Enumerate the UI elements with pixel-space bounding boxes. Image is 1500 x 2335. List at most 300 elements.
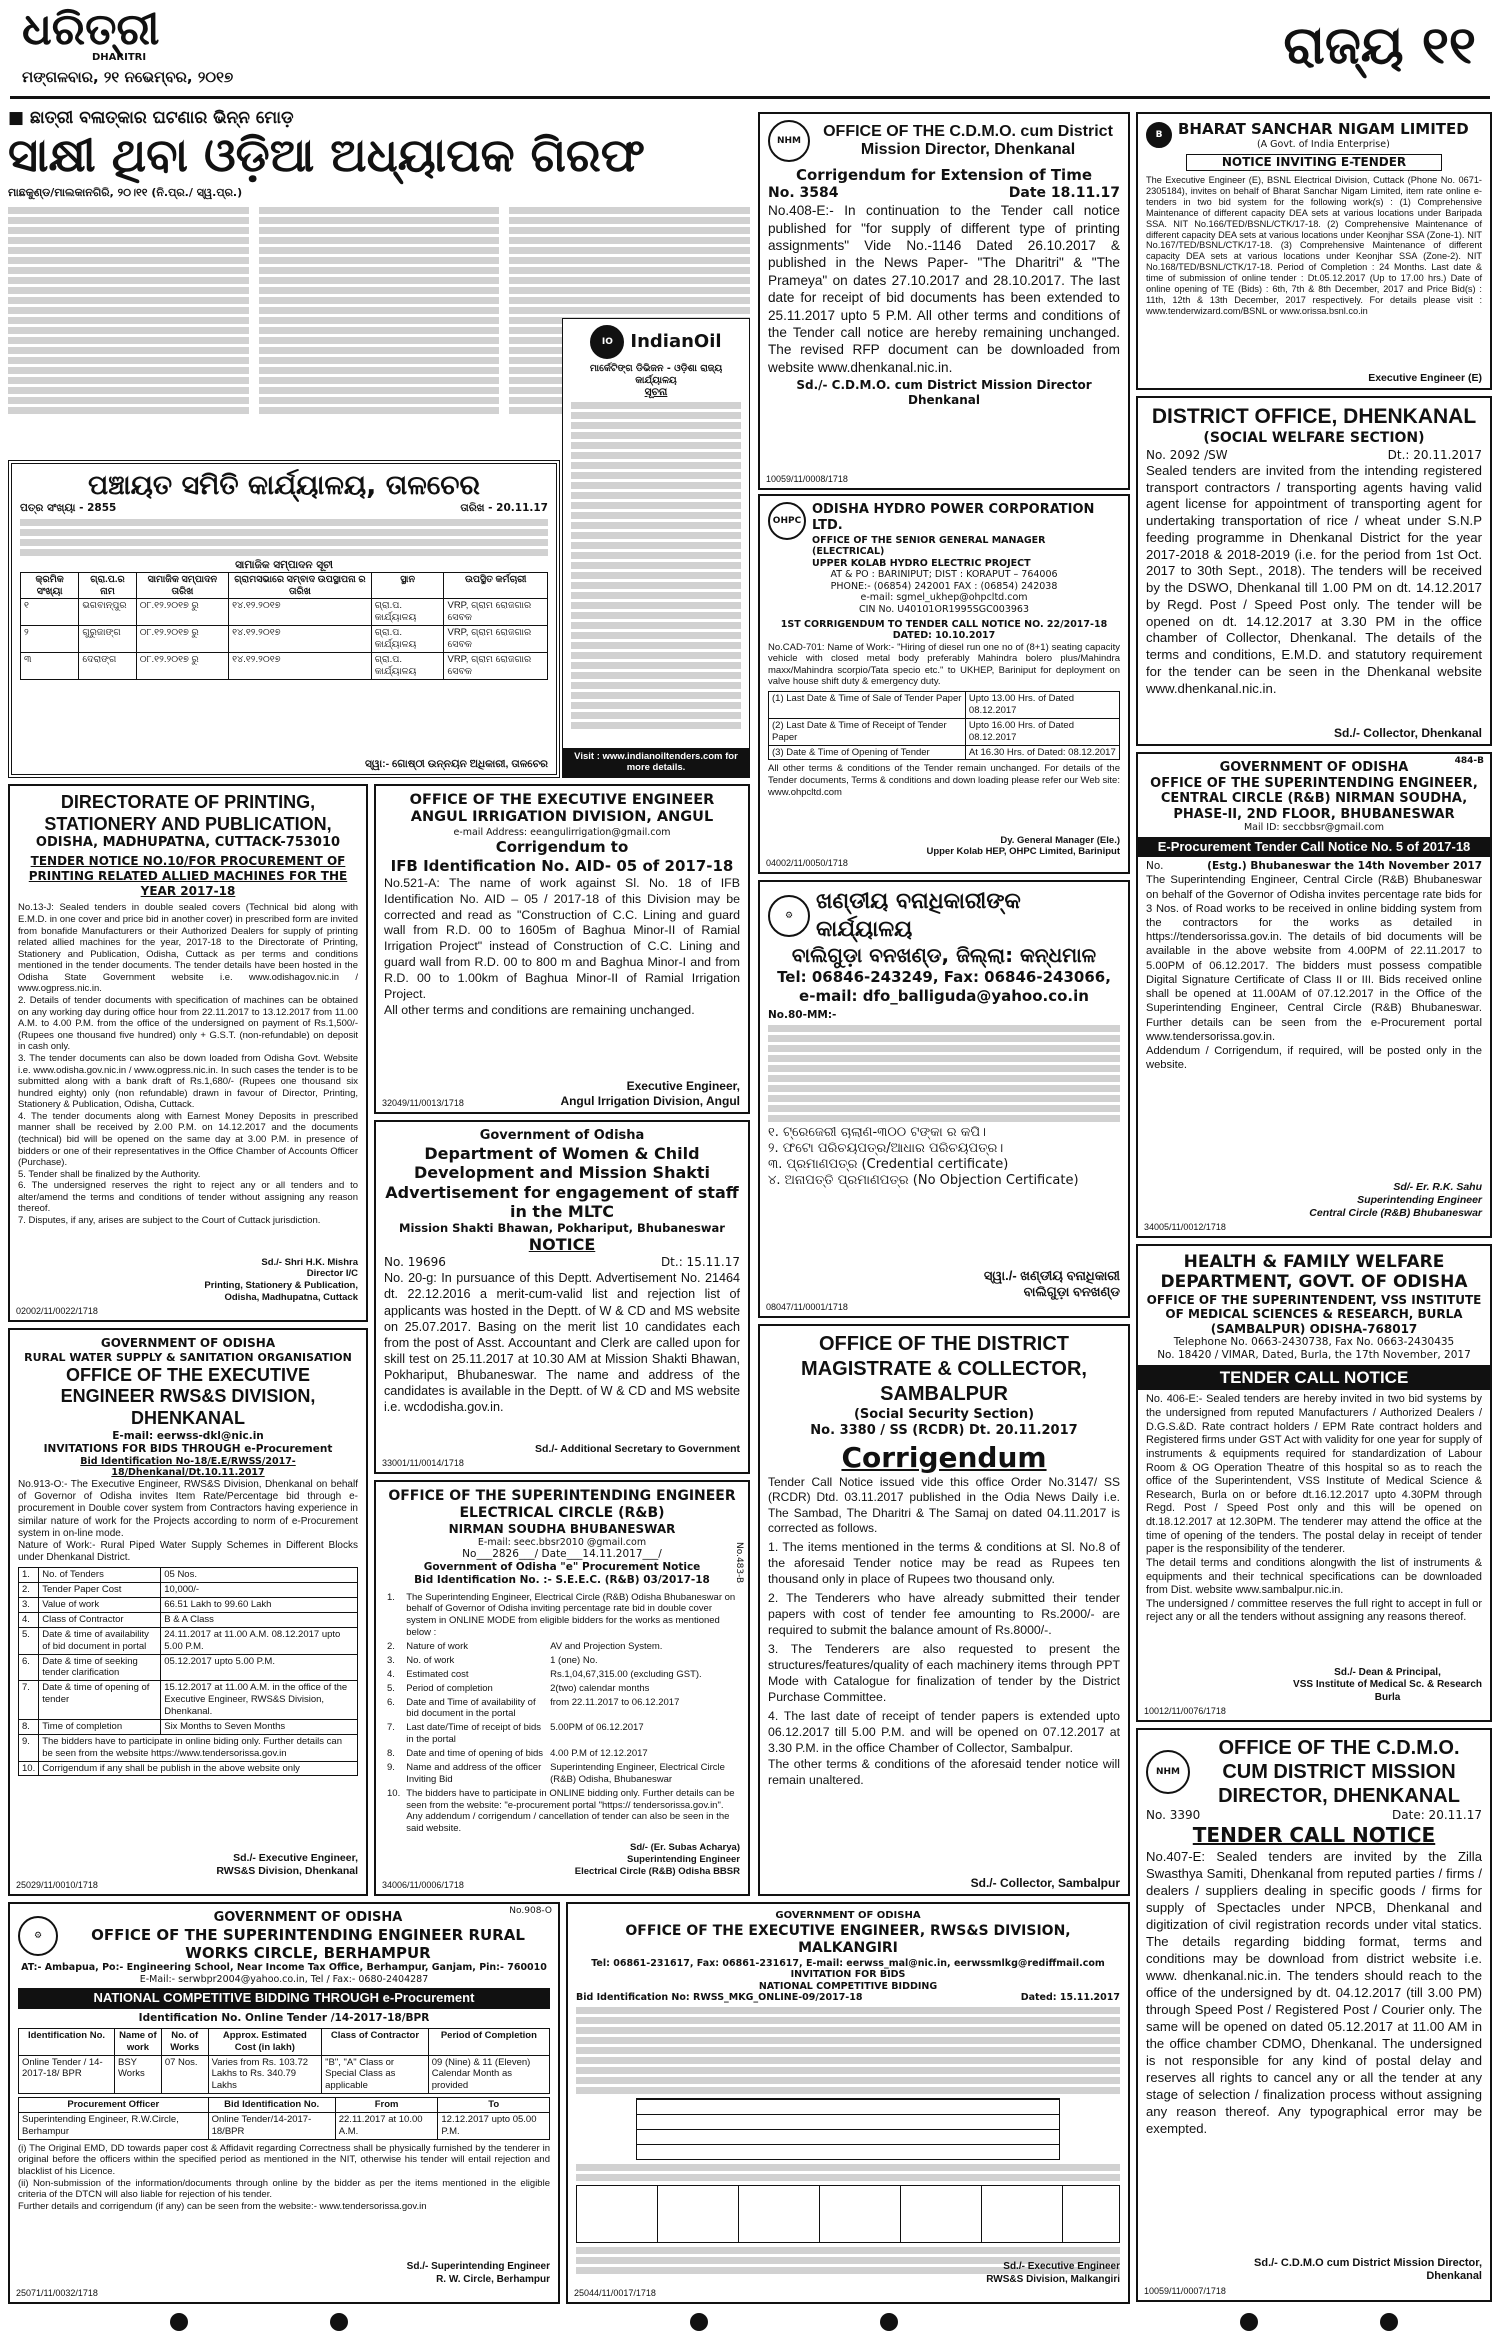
berh-notes: (i) The Original EMD, DD towards paper cost & Affidavit regarding Correctness shall be physically furnished by the tenderer in original before the officers within the specified period as mentioned in the NIT, otherwise his tender will entail rejection and blacklist of his Licence. (ii) Non-submission of the information/documents through online by the bidder as per the items mentioned in the eligible criteria of the DTCN will also liable for rejection of his tender. Further details and corrigendum (if any) can be seen from the website:- www.tendersorissa.gov.in xyxy=(18,2142,550,2212)
panchayat-title: ପଞ୍ଚାୟତ ସମିତି କାର୍ଯ୍ୟାଳୟ, ତାଳଚେର xyxy=(88,470,480,501)
ohpc-addr: AT & PO : BARINIPUT; DIST : KORAPUT – 764006 xyxy=(830,569,1058,581)
cell: 2. xyxy=(387,1641,395,1653)
cdmo2-body: No.407-E: Sealed tenders are invited by the Zilla Swasthya Samiti, Dhenkanal from reputed parties / firms / dealers / suppliers dealing in specific goods / firms for supply of Spectacles under NPCB, Dhenkanal and digitization of civil registration records under vital statics. The details regarding bidding format, terms and conditions may be download from district website i.e. www. dhenkanal.nic.in. The tenders should reach to the office of the undersigned by dt. 04.12.2017 (till 3.00 PM) through Speed Post / Registered Post / Courier only. The same will be opened on dated 05.12.2017 at 11.00 AM in the office chamber CDMO, Dhenkanal. The undersigned is not responsible for any kind of postal delay and reserves all rights to cancel any or all the tender at any stage of selection / finalization process without assigning any reason thereof. Any typographical error may be exempted. xyxy=(1146,1849,1482,2137)
cell: 09 (Nine) & 11 (Eleven) Calendar Month as provided xyxy=(428,2055,549,2094)
cell: Period of completion xyxy=(406,1682,493,1694)
story-column xyxy=(8,204,249,417)
nhm-emblem-icon: NHM xyxy=(1146,1750,1190,1794)
indianoil-title: ମାର୍କେଟିଙ୍ଗ ଡିଭିଜନ - ଓଡ଼ିଶା ରାଜ୍ୟ କାର୍ଯ୍ୟାଳୟ xyxy=(589,363,723,386)
wcd-title: Government of Odisha xyxy=(479,1128,645,1143)
table-row xyxy=(19,2055,550,2094)
cell: 8. xyxy=(387,1748,395,1760)
cell: ୩ xyxy=(21,652,79,679)
do-sub: (SOCIAL WELFARE SECTION) xyxy=(1203,430,1425,447)
cdmo2-ref: 10059/11/0007/1718 xyxy=(1144,2285,1226,2296)
cell: Date & time of seeking tender clarification xyxy=(39,1654,161,1681)
ohpc-office: OFFICE OF THE SENIOR GENERAL MANAGER (ELECTRICAL) xyxy=(812,534,1046,558)
table-header: From xyxy=(335,2098,438,2113)
ohpc-project: UPPER KOLAB HYDRO ELECTRIC PROJECT xyxy=(812,557,1031,569)
cdmo2-no: No. 3390 xyxy=(1146,1808,1201,1822)
cdmo-no-row xyxy=(768,185,1120,203)
malkangiri-notice xyxy=(566,1902,1130,2304)
malk-date: Dated: 15.11.2017 xyxy=(1020,1992,1120,2004)
ohpc-email: e-mail: sgmel_ukhep@ohpcltd.com xyxy=(860,592,1028,604)
berh-bar: NATIONAL COMPETITIVE BIDDING THROUGH e-Procurement xyxy=(18,1988,550,2008)
printing-addr: ODISHA, MADHUPATNA, CUTTACK-753010 xyxy=(35,835,341,851)
ohpc-header xyxy=(768,502,1120,569)
masthead xyxy=(0,0,1500,120)
printing-point: 7. Disputes, if any, arises are subject to the Court of Cuttack jurisdiction. xyxy=(18,1215,321,1227)
cell: AV and Projection System. xyxy=(550,1641,663,1653)
cdmo-header xyxy=(768,120,1120,162)
section-title xyxy=(1283,16,1476,76)
cdmo2-date: Date: 20.11.17 xyxy=(1392,1808,1482,1822)
cell: ଗୁରୁଜାଙ୍ଗ xyxy=(79,626,136,653)
cell: B & A Class xyxy=(161,1612,358,1627)
cell: 3. xyxy=(19,1598,39,1613)
cell: 5. xyxy=(387,1682,395,1694)
wcd-notice: NOTICE xyxy=(528,1235,596,1255)
do-title: DISTRICT OFFICE, DHENKANAL xyxy=(1151,405,1477,428)
cdmo2-signature: Sd./- C.D.M.O cum District Mission Director, Dhenkanal xyxy=(1254,2256,1482,2283)
angul-title: OFFICE OF THE EXECUTIVE ENGINEER ANGUL IRRIGATION DIVISION, ANGUL xyxy=(409,792,715,826)
malk-body xyxy=(576,2007,1120,2094)
panchayat-date: ତାରିଖ - 20.11.17 xyxy=(460,502,548,515)
cell: VRP, ଗ୍ରାମ ରୋଜଗାର ସେବକ xyxy=(444,599,548,626)
cell: 07 Nos. xyxy=(161,2055,208,2094)
bsnl-notice-title: NOTICE INVITING E-TENDER xyxy=(1186,154,1442,171)
cell: Six Months to Seven Months xyxy=(161,1719,358,1734)
cell: 22.11.2017 at 10.00 A.M. xyxy=(335,2113,438,2140)
cell: Last date/Time of receipt of bids in the portal xyxy=(406,1722,542,1746)
cell: 4. xyxy=(387,1668,395,1680)
se-sub: Government of Odisha "e" Procurement Notice Bid Identification No. :- S.E.E.C. (R&B) 03/2017-18 xyxy=(414,1561,710,1587)
cell: 6. xyxy=(387,1696,395,1708)
printing-point: 2. Details of tender documents with specification of machines can be obtained on any working day during office hour from 22.11.2017 to 13.12.2017 from 11.00 A.M. to 4.00 P.M. from the office of the undersigned on payment of Rs.1,500/-(Rupees one thousand five hundred) only + G.S.T. (non-refundable) on deposit in cash only. xyxy=(18,995,358,1053)
cc-signature: Sd/- Er. R.K. Sahu Superintending Engineer Central Circle (R&B) Bhubaneswar xyxy=(1309,1180,1482,1219)
cdmo-body: No.408-E:- In continuation to the Tender call notice published for "for supply of different type of printing assignments" Vide No.-1146 Dated 26.10.2017 & published in the News Paper- "The Dharitri" & "The Prameya" on dates 27.10.2017 and 28.10.2017. The last date for receipt of bid documents has been extended to 25.11.2017 upto 5 P.M. All other terms and conditions of the Tender call notice are hereby remaining unchanged. The revised RFP document can be downloaded from website www.dhenkanal.nic.in. xyxy=(768,203,1120,375)
ohpc-ref: 04002/11/0050/1718 xyxy=(766,857,848,868)
table-row xyxy=(384,1640,740,1654)
story-column xyxy=(259,204,500,417)
table-row xyxy=(384,1682,740,1696)
cell: ୦୮.୧୨.୨୦୧୭ ରୁ xyxy=(136,599,228,626)
printing-ref: 02002/11/0022/1718 xyxy=(16,1305,98,1316)
cell: ୦୮.୧୨.୨୦୧୭ ରୁ xyxy=(136,626,228,653)
cell: ୧୪.୧୨.୨୦୧୭ xyxy=(229,626,372,653)
cell: Rs.1,04,67,315.00 (excluding GST). xyxy=(550,1668,702,1680)
cell: 9. xyxy=(387,1761,395,1773)
printing-point: 3. The tender documents can also be down loaded from Odisha Govt. Website i.e. www.odisha.gov.nic.in / www.ogpress.nic.in. In such cases the tender is to be submitted along with a bank draft of Rs.1,680/- (Rupees one thousand six hundred eighty) only (non refundable) drawn in favour of Director, Printing, Stationery & Publication, Odisha, Cuttack. xyxy=(18,1052,358,1111)
table-row xyxy=(21,626,548,653)
se-title: OFFICE OF THE SUPERINTENDING ENGINEER ELECTRICAL CIRCLE (R&B) xyxy=(388,1488,736,1521)
indianoil-footer: Visit : www.indianoiltenders.com for more details. xyxy=(563,748,749,777)
cdmo-no: No. 3584 xyxy=(768,184,839,201)
cdmo-signature: Sd./- C.D.M.O. cum District Mission Director Dhenkanal xyxy=(796,378,1092,408)
cell: ୧୪.୧୨.୨୦୧୭ xyxy=(229,652,372,679)
health-ref: 10012/11/0076/1718 xyxy=(1144,1705,1226,1716)
bsnl-logo-icon: B xyxy=(1146,122,1172,148)
malk-signature: Sd./- Executive Engineer RWS&S Division, Malkangiri xyxy=(986,2261,1120,2285)
cell: 5. xyxy=(19,1627,39,1654)
malk-bid-row xyxy=(576,1992,1120,2004)
cc-mail: Mail ID: seccbbsr@gmail.com xyxy=(1243,822,1384,834)
table-row xyxy=(384,1747,740,1761)
se-table xyxy=(384,1591,740,1837)
story-dateline: ମାଛକୁଣ୍ଡ/ମାଲକାନଗିରି, ୨୦।୧୧ (ନି.ପ୍ର./ ସ୍ୱ.ପ୍ର.) xyxy=(8,186,243,200)
cell: ୧୪.୧୨.୨୦୧୭ xyxy=(229,599,372,626)
table-header: ସାମାଜିକ ସମ୍ପାଦନ ତାରିଖ xyxy=(136,572,228,599)
table-header: To xyxy=(438,2098,550,2113)
cdmo-ref: 10059/11/0008/1718 xyxy=(766,473,848,484)
cell: 6. xyxy=(19,1654,39,1681)
cell: (1) Last Date & Time of Sale of Tender Paper xyxy=(769,692,966,719)
cdmo2-title: OFFICE OF THE C.D.M.O. CUM DISTRICT MISSION DIRECTOR, DHENKANAL xyxy=(1218,1737,1460,1807)
rwss-dhenkanal-notice xyxy=(8,1328,368,1896)
se-signature: Sd/- (Er. Subas Acharya) Superintending Engineer Electrical Circle (R&B) Odisha BBSR xyxy=(574,1842,740,1878)
cell: 05.12.2017 upto 5.00 P.M. xyxy=(161,1654,358,1681)
cell: 2. xyxy=(19,1583,39,1598)
govt-emblem-icon: ⚙ xyxy=(18,1916,58,1956)
section-name: ରାଜ୍ୟ xyxy=(1283,16,1404,76)
berh-table-2 xyxy=(18,2097,550,2140)
ohpc-notice-title: 1ST CORRIGENDUM TO TENDER CALL NOTICE NO. 22/2017-18 DATED: 10.10.2017 xyxy=(780,618,1108,642)
rwss-office: OFFICE OF THE EXECUTIVE ENGINEER RWS&S DIVISION, DHENKANAL xyxy=(60,1364,316,1428)
cell: 5.00PM of 06.12.2017 xyxy=(550,1722,644,1734)
printing-body: No.13-J: Sealed tenders in double sealed covers (Technical bid along with E.M.D. in one cover and price bid in another cover) in prescribed form are invited from bonafide Manufacturers or their Authorized Dealers for supply of printing related allied machines for the year, 2017-18 to the Directorate of Printing, Stationery and Publication, Odisha, Cuttack as per terms and conditions mentioned in the tender documents. The tender details have been hosted in the Odisha State Government website i.e. www.odishagov.nic.in / www.ogpress.nic.in. xyxy=(18,902,358,995)
berh-ident: Identification No. Online Tender /14-2017-18/BPR xyxy=(138,2011,430,2024)
table-row xyxy=(384,1591,740,1641)
do-no-row xyxy=(1146,448,1482,463)
table-header: Name of work xyxy=(115,2028,162,2055)
newspaper-logo xyxy=(22,4,222,65)
story-headline: ସାକ୍ଷୀ ଥିବା ଓଡ଼ିଆ ଅଧ୍ୟାପକ ଗିରଫ xyxy=(8,128,645,183)
bsnl-body: The Executive Engineer (E), BSNL Electrical Division, Cuttack (Phone No. 0671-2305184), invites on behalf of Bharat Sanchar Nigam Limited, item rate online e-tenders in two bid system for the following work(s) : (1) Comprehensive Maintenance of different capacity DEA sets at various locations under Baripada SSA. NIT No.166/TED/BSNL/CTK/17-18. (2) Comprehensive Maintenance of different capacity DEA sets at various locations under Keonjhar SSA (Zone-1). NIT No.167/TED/BSNL/CTK/17-18. (3) Comprehensive Maintenance of different capacity DEA sets at various locations under Keonjhar SSA (Zone-2). NIT No.168/TED/BSNL/CTK/17-18. Period of Completion : 24 Months. Last date & time of submission of online tender : Dt.05.12.2017 (Up to 17.00 hrs.) Date of online opening of TE (Bids) : 6th, 7th & 8th December, 2017 and Price Bid(s) : 11th, 12th & 13th December, 2017 respectively. For details please visit : www.tenderwizard.com/BSNL or www.orissa.bsnl.co.in xyxy=(1146,175,1482,316)
health-notice xyxy=(1136,1244,1492,1722)
printing-title: DIRECTORATE OF PRINTING, STATIONERY AND PUBLICATION, xyxy=(44,792,332,834)
panchayat-patra: ପତ୍ର ସଂଖ୍ୟା - 2855 xyxy=(20,502,117,515)
bsnl-notice xyxy=(1136,112,1492,390)
cell: Class of Contractor xyxy=(39,1612,161,1627)
cell: 7. xyxy=(387,1722,395,1734)
indianoil-body xyxy=(571,402,741,729)
cdmo-corrigendum xyxy=(758,112,1130,490)
printing-notice xyxy=(8,784,368,1322)
cell: Upto 16.00 Hrs. of Dated 08.12.2017 xyxy=(965,718,1119,745)
cdmo-sub: Corrigendum for Extension of Time xyxy=(795,166,1092,184)
cell: (3) Date & Time of Opening of Tender xyxy=(769,745,966,760)
cc-date: (Estg.) Bhubaneswar the 14th November 2017 xyxy=(1207,860,1482,873)
berh-ref: 25071/11/0032/1718 xyxy=(16,2287,98,2298)
cell: 10. xyxy=(19,1761,39,1776)
balliguda-no: No.80-MM:- xyxy=(768,1008,837,1021)
cell: 3. xyxy=(387,1654,395,1666)
berhampur-notice xyxy=(8,1902,560,2304)
indianoil-subtitle: ସୂଚନା xyxy=(644,386,668,399)
angul-signature: Executive Engineer, Angul Irrigation Division, Angul xyxy=(560,1079,740,1108)
cell: Online Tender/14-2017-18/BPR xyxy=(208,2113,335,2140)
malk-contact: Tel: 06861-231617, Fax: 06861-231617, E-mail: eerwss_mal@nic.in, eerwssmlkg@rediffmail.com xyxy=(591,1957,1105,1969)
cell: ଦେରାଙ୍ଗ xyxy=(79,652,136,679)
cell: from 22.11.2017 to 06.12.2017 xyxy=(550,1696,680,1708)
date-line: ମଙ୍ଗଳବାର, ୨୧ ନଭେମ୍ବର, ୨୦୧୭ xyxy=(22,68,234,86)
table-row xyxy=(19,1627,358,1654)
samb-no: No. 3380 / SS (RCDR) Dt. 20.11.2017 xyxy=(810,1423,1078,1439)
cc-no-row xyxy=(1146,860,1482,873)
cdmo-tender-notice xyxy=(1136,1728,1492,2302)
panchayat-signature: ସ୍ୱା:- ଗୋଷ୍ଠୀ ଉନ୍ନୟନ ଅଧିକାରୀ, ତାଳଚେର xyxy=(364,757,548,770)
do-body: Sealed tenders are invited from the intending registered transport contractors / transporting agents having valid agent license for appointment of transporting agent for undertaking transportation of rice / wheat under S.N.P feeding programme in Dhenkanal District for the year 2017-2018 & 2018-2019 (i.e. for the period from 1st Oct. 2017 to 30th Sept., 2018). The tenders will be received by the DSWO, Dhenkanal till 1.00 PM on dt. 14.12.2017 by Regd. Post / Speed Post only. The tender will be opened on dt. 14.12.2017 at 3.30 PM in the office chamber of Collector, Dhenkanal. The details of the terms and conditions, E.M.D. and statutory requirement for the tender can be seen in the Dhenkanal website www.dhenkanal.nic.in. xyxy=(1146,462,1482,696)
berh-header xyxy=(18,1910,550,1962)
cdmo2-no-row xyxy=(1146,1808,1482,1823)
rwss-invite: INVITATIONS FOR BIDS THROUGH e-Procurement xyxy=(43,1442,333,1455)
women-child-notice xyxy=(374,1120,750,1474)
cell: 1. xyxy=(19,1568,39,1583)
table-row xyxy=(19,1583,358,1598)
logo-text: ଧରିତ୍ରୀ xyxy=(22,4,160,55)
table-row xyxy=(19,1719,358,1734)
indianoil-logo xyxy=(571,325,741,359)
rwss-signature: Sd./- Executive Engineer, RWS&S Division, Dhenkanal xyxy=(216,1851,358,1877)
balliguda-header xyxy=(768,888,1120,943)
cc-title: GOVERNMENT OF ODISHA OFFICE OF THE SUPERINTENDING ENGINEER, CENTRAL CIRCLE (R&B) NIRMAN SOUDHA, PHASE-II, 2ND FLOOR, BHUBANESWAR xyxy=(1150,760,1478,822)
cell: The bidders have to participate in ONLINE bidding only. Further details can be seen from the website: "e-procurement portal "https:// tendersorissa.gov.in". Any addendum / corrigendum / cancellation of tender can also be seen in the said website. xyxy=(406,1787,735,1835)
cdmo-date: Date 18.11.17 xyxy=(1008,184,1120,201)
table-header-row xyxy=(19,2028,550,2055)
wcd-no: No. 19696 xyxy=(384,1255,446,1270)
bsnl-signature: Executive Engineer (E) xyxy=(1368,371,1482,384)
cell: BSY Works xyxy=(115,2055,162,2094)
cell: Online Tender / 14-2017-18/ BPR xyxy=(19,2055,115,2094)
ohpc-signature: Dy. General Manager (Ele.) Upper Kolab HEP, OHPC Limited, Bariniput xyxy=(926,834,1120,858)
table-row xyxy=(19,1681,358,1720)
table-header: Class of Contractor xyxy=(322,2028,429,2055)
cc-body: The Superintending Engineer, Central Circle (R&B) Bhubaneswar on behalf of the Governor of Odisha invites percentage rate bids for 3 Nos. of Road works to be received in online bidding system from the contractors for the works as detailed in https://tendersorissa.gov.in. The details of bid documents will be available in the above website from 4.00PM of 22.11.2017 to 5.00PM of 06.12.2017. The bidders must possess compatible Digital Signature Certificate of Class II or III. Bids received online shall be opened at 11.00AM of 07.12.2017 in the Office of the Superintending Engineer, Central Circle (R&B) Bhubaneswar. Further details can be seen from the e-Procurement portal www.tendersorissa.gov.in. Addendum / Corrigendum, if required, will be posted only in the website. xyxy=(1146,874,1482,1072)
rwss-ref: 25029/11/0010/1718 xyxy=(16,1879,98,1890)
wcd-addr: Mission Shakti Bhawan, Pokhariput, Bhubaneswar xyxy=(399,1221,725,1235)
balliguda-ref: 08047/11/0001/1718 xyxy=(766,1301,848,1312)
cell: Upto 13.00 Hrs. of Dated 08.12.2017 xyxy=(965,692,1119,719)
table-row xyxy=(384,1787,740,1837)
cell: ଭଗବାନ୍‌ପୁର xyxy=(79,599,136,626)
samb-intro: Tender Call Notice issued vide this office Order No.3147/ SS (RCDR) Dtd. 03.11.2017 published in the Odia News Daily i.e. The Sambad, The Dharitri & The Samaj on dated 04.11.2017 is corrected as follows. xyxy=(768,1474,1120,1536)
table-header-row xyxy=(21,572,548,599)
rwss-body: No.913-O:- The Executive Engineer, RWS&S Division, Dhenkanal on behalf of Governor of Odisha invites Item Rate/Percentage bid through e-procurement in Double cover system from Contractors having experience in similar nature of work for the Projects according to norm of e-Procurement system in on-line mode. Nature of Work:- Rural Piped Water Supply Schemes in Different Blocks under Dhenkanal District. xyxy=(18,1478,358,1564)
berh-signature: Sd./- Superintending Engineer R. W. Circle, Berhampur xyxy=(406,2261,550,2285)
cell: Date & time of availability of bid document in portal xyxy=(39,1627,161,1654)
printing-point: 4. The tender documents along with Earnest Money Deposits in prescribed manner shall be received by 2.00 P.M. on 14.12.2017 and the documents (technical) bid will be opened on the same day at 3.00 P.M. in presence of bidders or one of their representatives in the Office Chamber of Accounts Officer (Purchase). xyxy=(18,1110,358,1169)
rwss-email: E-mail: eerwss-dkl@nic.in xyxy=(112,1429,264,1442)
table-header: Approx. Estimated Cost (in lakh) xyxy=(208,2028,322,2055)
malk-ref: 25044/11/0017/1718 xyxy=(574,2287,656,2298)
govt-emblem-icon: ⚙ xyxy=(768,895,810,937)
berh-addr: AT:- Ambapua, Po:- Engineering School, Near Income Tax Office, Berhampur, Ganjam, Pin:- 760010 xyxy=(21,1962,547,1974)
berh-table xyxy=(18,2028,550,2094)
samb-title: OFFICE OF THE DISTRICT MAGISTRATE & COLLECTOR, SAMBALPUR xyxy=(801,1333,1087,1405)
health-body: No. 406-E:- Sealed tenders are hereby invited in two bid systems by the undersigned from reputed Manufacturers / Authorized Dealers / D.G.S.&D. Rate contract holders / EPM Rate contract holders and Registered firms under GST Act with validity for one year for supply of instruments & equipments required for standardization of Labour Room & OG Operation Theatre of this hospital so as to reach the office of the Superintendent, VSS Institute of Medical Science & Research, Burla on or before dt.16.12.2017 upto 4.30PM through Regd. Post / Speed Post only and this will be opened on dt.18.12.2017 at 12.30PM. The tenderer may attend the office at the time of opening of the tenders. The postal delay in receipt of tender paper is the responsibility of the tenderer. The detail terms and conditions alongwith the list of instruments & equipments and their technical specifications can be downloaded from Dist. website www.sambalpur.nic.in. The undersigned / committee reserves the full right to accept in full or reject any or all the tenders without assigning any reasons thereof. xyxy=(1146,1393,1482,1624)
cell: Date and time of opening of bids xyxy=(406,1748,544,1760)
registration-mark-icon xyxy=(880,2313,898,2331)
balliguda-item: ୩. ପ୍ରମାଣପତ୍ର (Credential certificate) xyxy=(768,1157,1009,1173)
cell: The bidders have to participate in online biding only. Further details can be seen from the website https://www.tendersorissa.gov.in xyxy=(39,1734,358,1761)
table-row xyxy=(19,1761,358,1776)
cc-tag: 484-B xyxy=(1454,756,1484,766)
cell: 8. xyxy=(19,1719,39,1734)
table-row xyxy=(21,652,548,679)
bsnl-header xyxy=(1146,120,1482,150)
cell: 4. xyxy=(19,1612,39,1627)
logo-sub: DHARITRI xyxy=(92,52,147,63)
cell: 10. xyxy=(387,1787,401,1799)
samb-point: 2. The Tenderers who have already submitted their tender papers with cost of tender fee amounting to Rs.2000/- are required to submit the balance amount of Rs.8000/-. xyxy=(768,1590,1120,1637)
table-header: ଗ୍ରାମସଭାରେ ସମ୍ବାଦ ଉପସ୍ଥାପନା ର ତାରିଖ xyxy=(229,572,372,599)
bsnl-name: BHARAT SANCHAR NIGAM LIMITED xyxy=(1178,120,1469,138)
health-bar: TENDER CALL NOTICE xyxy=(1138,1365,1490,1390)
se-ref: 34006/11/0006/1718 xyxy=(382,1879,464,1890)
cell: Value of work xyxy=(39,1598,161,1613)
rwss-title: GOVERNMENT OF ODISHA xyxy=(100,1336,276,1350)
malk-table-placeholder xyxy=(636,2098,1060,2160)
balliguda-tel: Tel: 06846-243249, Fax: 06846-243066, xyxy=(777,968,1111,986)
cell: VRP, ଗ୍ରାମ ରୋଜଗାର ସେବକ xyxy=(444,626,548,653)
table-header: No. of Works xyxy=(161,2028,208,2055)
cdmo2-header xyxy=(1146,1736,1482,1808)
angul-email: e-mail Address: eeangulirrigation@gmail.com xyxy=(453,826,671,838)
wcd-dept: Department of Women & Child Development and Mission Shakti Advertisement for engagement of staff in the MLTC xyxy=(385,1144,739,1221)
printing-notice-title: TENDER NOTICE NO.10/FOR PROCUREMENT OF PRINTING RELATED ALLIED MACHINES FOR THE YEAR 2017-18 xyxy=(28,854,348,899)
ohpc-body: No.CAD-701: Name of Work:- "Hiring of diesel run one no of (8+1) seating capacity vehicle with closed metal body preferably Mahindra bolero plus/Mahindra maxx/Mahindra scorpio/Tata specio etc." to UKHEP, Bariniput for deployment on valve house shift duty & emergency duty. xyxy=(768,641,1120,688)
table-row xyxy=(19,1612,358,1627)
printing-point: 5. Tender shall be finalized by the Authority. xyxy=(18,1168,201,1180)
cdmo-title: OFFICE OF THE C.D.M.O. cum District Mission Director, Dhenkanal xyxy=(823,122,1113,158)
indianoil-notice xyxy=(562,318,750,778)
se-addr: NIRMAN SOUDHA BHUBANESWAR xyxy=(448,1521,676,1536)
table-row xyxy=(19,1598,358,1613)
balliguda-title: ଖଣ୍ଡୀୟ ବନାଧିକାରୀଙ୍କ କାର୍ଯ୍ୟାଳୟ xyxy=(816,889,1021,942)
table-header: ସ୍ଥାନ xyxy=(371,572,444,599)
samb-point: 1. The items mentioned in the terms & conditions at Sl. No.8 of the aforesaid Tender notice may be read as Rupees ten thousand only in place of Rupees two thousand only. xyxy=(768,1539,1120,1586)
table-row xyxy=(769,718,1120,745)
nhm-emblem-icon: NHM xyxy=(768,120,810,162)
angul-sub: Corrigendum to xyxy=(495,838,629,857)
panchayat-subtitle: ସାମାଜିକ ସମ୍ପାଦନ ସୂଚୀ xyxy=(235,558,333,571)
rwss-org: RURAL WATER SUPPLY & SANITATION ORGANISATION xyxy=(24,1351,352,1364)
cell: 24.11.2017 at 11.00 A.M. 08.12.2017 upto 5.00 P.M. xyxy=(161,1627,358,1654)
table-row xyxy=(384,1668,740,1682)
cell: ଗ୍ରା.ପ. କାର୍ଯ୍ୟାଳୟ xyxy=(371,599,444,626)
balliguda-email: e-mail: dfo_balliguda@yahoo.co.in xyxy=(799,986,1089,1005)
page-number: ୧୧ xyxy=(1421,16,1476,76)
cell: Varies from Rs. 103.72 Lakhs to Rs. 340.79 Lakhs xyxy=(208,2055,322,2094)
registration-mark-icon xyxy=(330,2313,348,2331)
cdmo2-bar: TENDER CALL NOTICE xyxy=(1192,1823,1436,1847)
cell: 05 Nos. xyxy=(161,1568,358,1583)
cc-no: No. xyxy=(1146,860,1164,873)
wcd-signature: Sd./- Additional Secretary to Government xyxy=(535,1442,740,1455)
panchayat-body xyxy=(20,519,548,556)
table-row xyxy=(19,2113,550,2140)
se-no: No___2826___/ Date___14.11.2017___/ xyxy=(462,1548,662,1561)
wcd-body: No. 20-g: In pursuance of this Deptt. Advertisement No. 21464 dt. 22.12.2016 a merit-cum-valid list and rejection list of applicants was hosted in the Deptt. of W & CD and MS website on 25.07.2017. Basing on the merit list 10 candidates each from the post of Asst. Accountant and Clerk are called upon for skill test on 25.11.2017 at 10.30 AM at Mission Shakti Bhawan, Pokhariput, Bhubaneswar. The name and address of the candidates is available in the Deptt. of W & CD and MS website i.e. wcdodisha.gov.in. xyxy=(384,1271,740,1415)
table-row xyxy=(19,1654,358,1681)
registration-mark-icon xyxy=(170,2313,188,2331)
berh-office: OFFICE OF THE SUPERINTENDING ENGINEER RURAL WORKS CIRCLE, BERHAMPUR xyxy=(91,1926,525,1963)
balliguda-item: ୪. ଅନାପତ୍ତି ପ୍ରମାଣପତ୍ର (No Objection Certificate) xyxy=(768,1173,1079,1189)
samb-big: Corrigendum xyxy=(841,1440,1047,1474)
balliguda-body xyxy=(768,1025,1120,1122)
cell: Time of completion xyxy=(39,1719,161,1734)
table-row xyxy=(21,599,548,626)
se-tag: No.483-B xyxy=(734,1542,744,1584)
bsnl-tag: (A Govt. of India Enterprise) xyxy=(1256,138,1390,150)
panchayat-meta xyxy=(20,502,548,515)
berh-tag: No.908-O xyxy=(509,1906,552,1916)
table-row xyxy=(769,745,1120,760)
health-title: HEALTH & FAMILY WELFARE DEPARTMENT, GOVT. OF ODISHA xyxy=(1160,1252,1468,1293)
rwss-table xyxy=(18,1567,358,1776)
balliguda-notice xyxy=(758,880,1130,1318)
malk-body-2 xyxy=(576,2164,1120,2181)
malk-table-placeholder-2 xyxy=(576,2185,1120,2243)
cell: 12.12.2017 upto 05.00 P.M. xyxy=(438,2113,550,2140)
printing-signature: Sd./- Shri H.K. Mishra Director I/C Printing, Stationery & Publication, Odisha, Madhupatna, Cuttack xyxy=(204,1256,358,1304)
ohpc-table xyxy=(768,691,1120,760)
cell: ଗ୍ରା.ପ. କାର୍ଯ୍ୟାଳୟ xyxy=(371,652,444,679)
table-header-row xyxy=(19,2098,550,2113)
health-office: OFFICE OF THE SUPERINTENDENT, VSS INSTITUTE OF MEDICAL SCIENCES & RESEARCH, BURLA (SAMBALPUR) ODISHA-768017 xyxy=(1146,1292,1482,1336)
table-header: Period of Completion xyxy=(428,2028,549,2055)
table-header: ଗ୍ରା.ପ.ର ନାମ xyxy=(79,572,136,599)
cell: The Superintending Engineer, Electrical Circle (R&B) Odisha Bhubaneswar on behalf of Governor of Odisha inviting percentage rate bid in double cover system in ONLINE MODE from eligible bidders for the works as mentioned below : xyxy=(406,1591,736,1639)
malk-invite: INVITATION FOR BIDS NATIONAL COMPETITIVE BIDDING xyxy=(758,1969,938,1992)
table-row xyxy=(384,1761,740,1787)
wcd-date: Dt.: 15.11.17 xyxy=(660,1255,740,1270)
table-header: Bid Identification No. xyxy=(208,2098,335,2113)
wcd-ref: 33001/11/0014/1718 xyxy=(382,1457,464,1468)
ohpc-notice xyxy=(758,494,1130,874)
cc-ref: 34005/11/0012/1718 xyxy=(1144,1221,1226,1232)
cell: Name and address of the officer Inviting Bid xyxy=(406,1761,542,1785)
table-header: Identification No. xyxy=(19,2028,115,2055)
balliguda-item: ୧. ଟ୍ରେଜେରୀ ଚାଲାଣ-୩୦୦ ଟଙ୍କା ର କପି। xyxy=(768,1124,986,1140)
malk-title: GOVERNMENT OF ODISHA xyxy=(775,1910,921,1921)
do-no: No. 2092 /SW xyxy=(1146,447,1228,462)
cell: At 16.30 Hrs. of Dated: 08.12.2017 xyxy=(965,745,1119,760)
angul-ifb: IFB Identification No. AID- 05 of 2017-18 xyxy=(390,857,734,876)
cell: 4.00 P.M of 12.12.2017 xyxy=(550,1748,648,1760)
cell: Estimated cost xyxy=(406,1668,469,1680)
health-tel: Telephone No. 0663-2430738, Fax No. 0663-2430435 xyxy=(1173,1335,1455,1348)
cell: ୨ xyxy=(21,626,79,653)
do-date: Dt.: 20.11.2017 xyxy=(1387,447,1482,462)
cell: 9. xyxy=(19,1734,39,1761)
registration-mark-icon xyxy=(1240,2313,1258,2331)
cell: (2) Last Date & Time of Receipt of Tender Paper xyxy=(769,718,966,745)
district-office-notice xyxy=(1136,396,1492,746)
cell: ୧ xyxy=(21,599,79,626)
berh-email: E-Mail:- serwbpr2004@yahoo.co.in, Tel / Fax:- 0680-2404287 xyxy=(139,1973,429,1985)
balliguda-item: ୨. ଫଟୋ ପରିଚୟପତ୍ର/ଆଧାର ପରିଚୟପତ୍ର। xyxy=(768,1140,1004,1156)
ohpc-title: ODISHA HYDRO POWER CORPORATION LTD. xyxy=(812,502,1095,534)
balliguda-signature: ସ୍ୱା./- ଖଣ୍ଡୀୟ ବନାଧିକାରୀ ବାଲିଗୁଡ଼ା ବନଖଣ୍ଡ xyxy=(983,1267,1120,1299)
central-circle-notice xyxy=(1136,752,1492,1238)
ohpc-logo-icon: OHPC xyxy=(768,502,806,540)
cell: 1. xyxy=(387,1591,395,1603)
cell: ୦୮.୧୨.୨୦୧୭ ରୁ xyxy=(136,652,228,679)
cell: No. of work xyxy=(406,1654,455,1666)
rwss-bid: Bid Identification No-18/E.E/RWSS/2017-18/Dhenkanal/Dt.10.11.2017 xyxy=(80,1455,296,1479)
cell: 2(two) calendar months xyxy=(550,1682,650,1694)
